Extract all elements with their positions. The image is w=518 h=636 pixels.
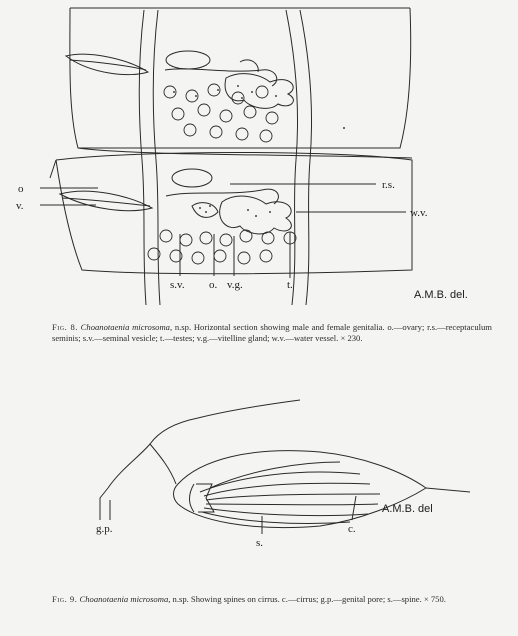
label-s: s.: [256, 537, 264, 549]
fig9-caption-text: , n.sp. Showing spines on cirrus. c.—cirrus; g.p.—genital pore; s.—spine. × 750.: [168, 594, 446, 604]
figure-9-caption: [52, 594, 492, 605]
label-sv: s.v.: [170, 279, 185, 291]
fig8-number: Fig. 8.: [52, 322, 78, 332]
fig8-species: Choanotaenia microsoma: [80, 322, 170, 332]
label-v: v.: [16, 200, 24, 212]
label-wv: w.v.: [410, 207, 428, 219]
label-gp: g.p.: [96, 523, 113, 535]
label-o: o: [18, 183, 24, 195]
fig9-species: Choanotaenia microsoma: [79, 594, 169, 604]
label-t: t.: [287, 279, 293, 291]
signature-fig9: A.M.B. del: [382, 503, 433, 515]
label-o-bottom: o.: [209, 279, 218, 291]
label-rs: r.s.: [382, 179, 395, 191]
label-vg: v.g.: [227, 279, 243, 291]
label-c: c.: [348, 523, 356, 535]
fig8-caption-text: , n.sp. Horizontal section showing male and female genitalia. o.—ovary; r.s.—receptaculum seminis; s.v.—seminal vesicle; t.—testes; v.g.—vitelline gland; w.v.—water vessel. × 230.: [52, 322, 492, 343]
signature-fig8: A.M.B. del.: [414, 289, 468, 301]
fig9-number: Fig. 9.: [52, 594, 78, 604]
figure-8-caption: [52, 322, 492, 344]
